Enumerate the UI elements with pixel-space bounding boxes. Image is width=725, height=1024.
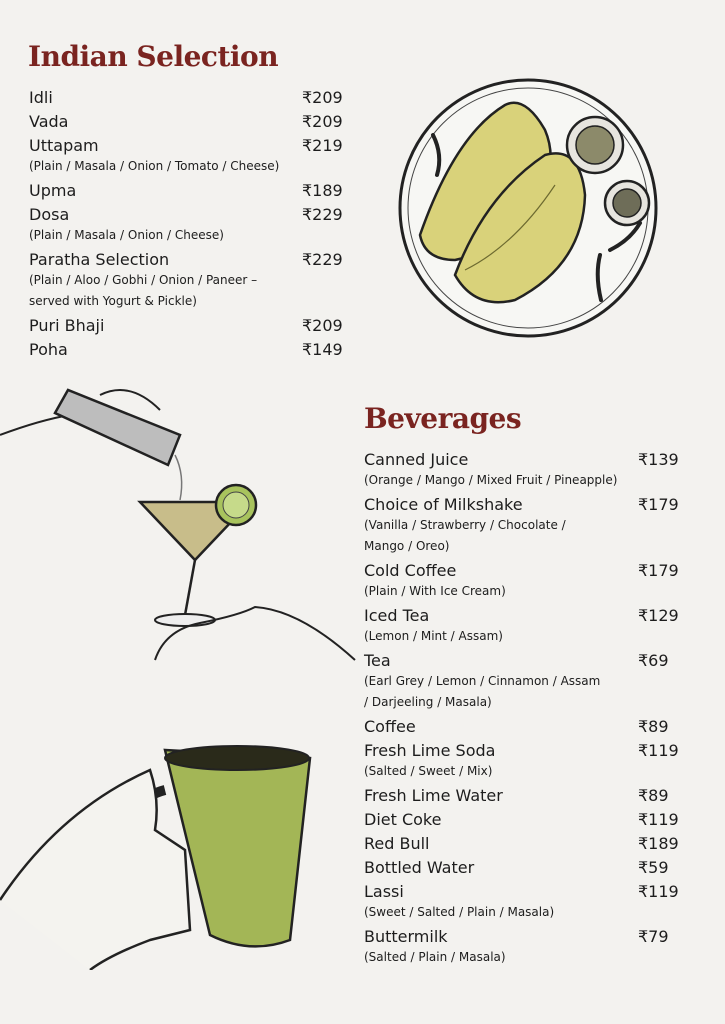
- item-description: served with Yogurt & Pickle): [29, 294, 197, 308]
- menu-item-fresh-lime-soda: [364, 739, 684, 781]
- item-price: ₹149: [302, 340, 343, 359]
- item-name: Idli: [29, 88, 53, 107]
- item-description: Mango / Oreo): [364, 539, 450, 553]
- item-description: (Plain / With Ice Cream): [364, 584, 506, 598]
- item-name: Canned Juice: [364, 450, 469, 469]
- menu-item-dosa: [29, 203, 349, 245]
- item-price: ₹229: [302, 250, 343, 269]
- menu-item-upma: [29, 179, 349, 203]
- menu-item-buttermilk: [364, 925, 684, 967]
- menu-item-tea: [364, 649, 684, 712]
- dosa-plate-illustration: [395, 75, 665, 345]
- item-name: Uttapam: [29, 136, 99, 155]
- menu-item-diet-coke: [364, 808, 684, 832]
- item-name: Iced Tea: [364, 606, 430, 625]
- menu-item-cold-coffee: [364, 559, 684, 601]
- menu-item-idli: [29, 86, 349, 110]
- item-description: (Earl Grey / Lemon / Cinnamon / Assam: [364, 674, 601, 688]
- menu-item-red-bull: [364, 832, 684, 856]
- menu-item-paratha-selection: [29, 248, 349, 311]
- item-price: ₹209: [302, 112, 343, 131]
- item-price: ₹89: [638, 717, 669, 736]
- menu-item-poha: [29, 338, 349, 362]
- item-name: Buttermilk: [364, 927, 448, 946]
- item-price: ₹79: [638, 927, 669, 946]
- item-description: (Salted / Sweet / Mix): [364, 764, 493, 778]
- item-description: (Orange / Mango / Mixed Fruit / Pineapple): [364, 473, 618, 487]
- item-price: ₹59: [638, 858, 669, 877]
- item-name: Fresh Lime Soda: [364, 741, 496, 760]
- item-description: (Salted / Plain / Masala): [364, 950, 506, 964]
- menu-item-fresh-lime-water: [364, 784, 684, 808]
- item-price: ₹179: [638, 495, 679, 514]
- item-price: ₹119: [638, 741, 679, 760]
- menu-item-uttapam: [29, 134, 349, 176]
- item-price: ₹179: [638, 561, 679, 580]
- beverages-heading: Beverages: [364, 402, 522, 435]
- indian-selection-list: [29, 86, 349, 362]
- item-description: (Plain / Masala / Onion / Tomato / Cheese): [29, 159, 280, 173]
- item-price: ₹119: [638, 810, 679, 829]
- item-name: Red Bull: [364, 834, 430, 853]
- item-name: Coffee: [364, 717, 416, 736]
- item-description: (Plain / Masala / Onion / Cheese): [29, 228, 224, 242]
- item-price: ₹209: [302, 88, 343, 107]
- item-description: (Plain / Aloo / Gobhi / Onion / Paneer –: [29, 273, 258, 287]
- item-description: / Darjeeling / Masala): [364, 695, 492, 709]
- item-name: Bottled Water: [364, 858, 475, 877]
- menu-item-vada: [29, 110, 349, 134]
- menu-item-lassi: [364, 880, 684, 922]
- item-description: (Lemon / Mint / Assam): [364, 629, 503, 643]
- item-price: ₹69: [638, 651, 669, 670]
- item-price: ₹119: [638, 882, 679, 901]
- item-name: Diet Coke: [364, 810, 442, 829]
- item-name: Vada: [29, 112, 69, 131]
- item-name: Upma: [29, 181, 77, 200]
- coffee-mug-illustration: [0, 740, 330, 970]
- indian-selection-heading: Indian Selection: [28, 40, 279, 73]
- item-price: ₹219: [302, 136, 343, 155]
- item-price: ₹229: [302, 205, 343, 224]
- menu-item-canned-juice: [364, 448, 684, 490]
- item-price: ₹139: [638, 450, 679, 469]
- beverages-list: [364, 448, 684, 970]
- item-price: ₹89: [638, 786, 669, 805]
- item-name: Choice of Milkshake: [364, 495, 523, 514]
- menu-item-iced-tea: [364, 604, 684, 646]
- item-name: Lassi: [364, 882, 404, 901]
- item-price: ₹129: [638, 606, 679, 625]
- item-name: Fresh Lime Water: [364, 786, 503, 805]
- item-price: ₹209: [302, 316, 343, 335]
- item-name: Cold Coffee: [364, 561, 457, 580]
- item-price: ₹189: [638, 834, 679, 853]
- item-price: ₹189: [302, 181, 343, 200]
- item-name: Tea: [364, 651, 391, 670]
- item-name: Dosa: [29, 205, 70, 224]
- item-name: Puri Bhaji: [29, 316, 105, 335]
- item-description: (Sweet / Salted / Plain / Masala): [364, 905, 555, 919]
- menu-item-bottled-water: [364, 856, 684, 880]
- menu-item-choice-of-milkshake: [364, 493, 684, 556]
- menu-item-coffee: [364, 715, 684, 739]
- cocktail-pour-illustration: [0, 375, 360, 675]
- item-name: Paratha Selection: [29, 250, 170, 269]
- item-name: Poha: [29, 340, 68, 359]
- item-description: (Vanilla / Strawberry / Chocolate /: [364, 518, 566, 532]
- menu-item-puri-bhaji: [29, 314, 349, 338]
